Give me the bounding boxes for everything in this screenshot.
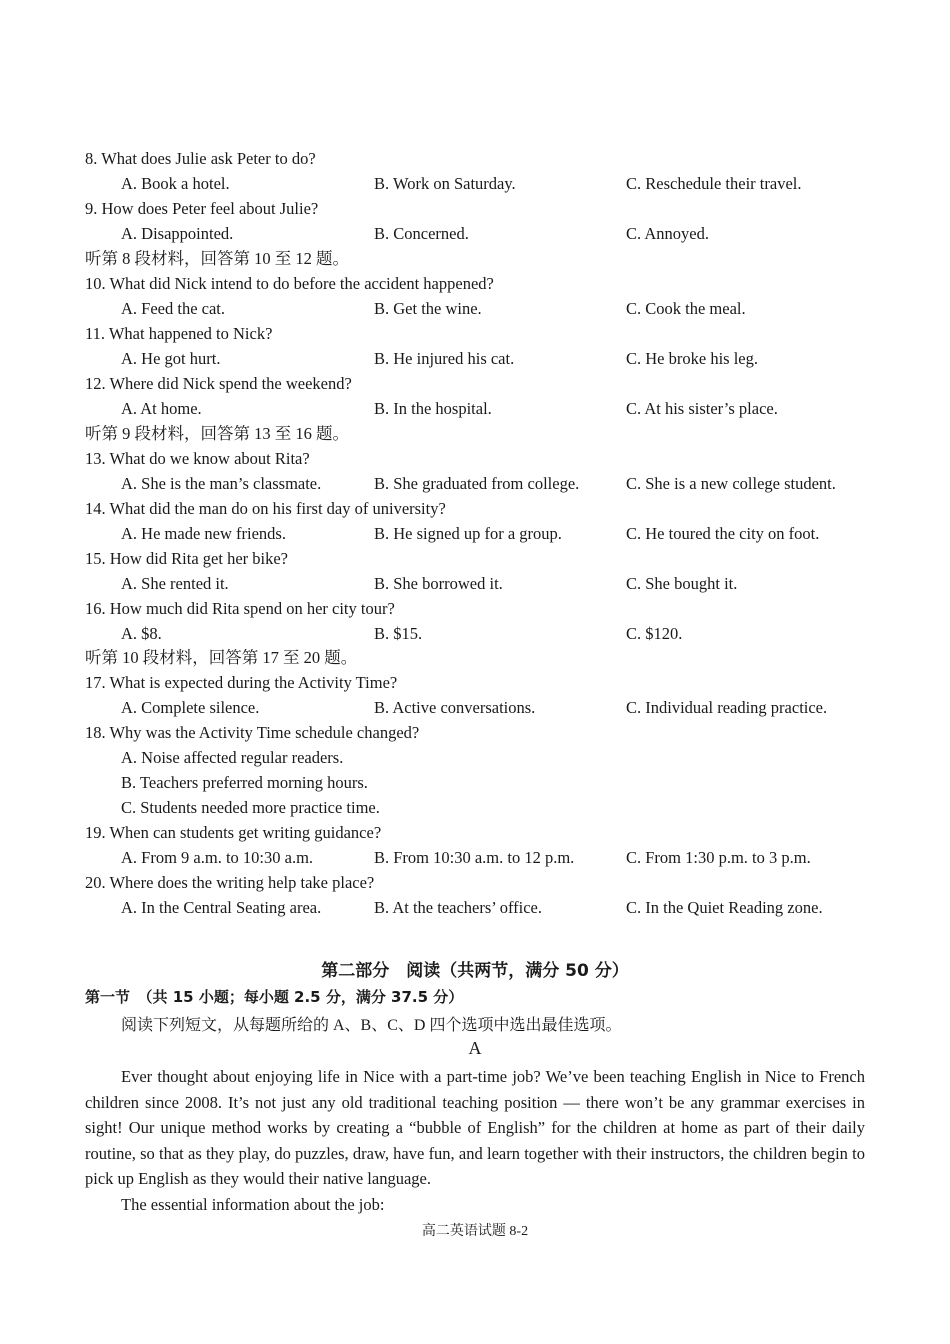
q20-option-a: A. In the Central Seating area.: [121, 898, 322, 917]
q10-option-c: C. Cook the meal.: [626, 299, 746, 318]
question-9: 9. How does Peter feel about Julie?: [85, 199, 319, 218]
q15-option-b: B. She borrowed it.: [374, 574, 503, 593]
q12-option-c: C. At his sister’s place.: [626, 399, 778, 418]
q8-option-c: C. Reschedule their travel.: [626, 174, 802, 193]
passage-a: [85, 1064, 865, 1218]
q10-option-b: B. Get the wine.: [374, 299, 482, 318]
page-footer: 高二英语试题 8-2: [421, 1224, 529, 1239]
question-20: 20. Where does the writing help take place?: [85, 873, 375, 892]
q17-option-c: C. Individual reading practice.: [626, 698, 828, 717]
q11-option-a: A. He got hurt.: [121, 349, 221, 368]
q12-option-a: A. At home.: [121, 399, 202, 418]
question-19: 19. When can students get writing guidance?: [85, 823, 382, 842]
question-11: 11. What happened to Nick?: [85, 324, 273, 343]
q19-option-b: B. From 10:30 a.m. to 12 p.m.: [374, 848, 575, 867]
passage-letter: A: [468, 1038, 482, 1058]
q20-option-c: C. In the Quiet Reading zone.: [626, 898, 823, 917]
passage-paragraph-1: Ever thought about enjoying life in Nice with a part-time job? We’ve been teaching English in Nice to French children since 2008. It’s not just any old traditional teaching position — there won’t be any grammar exercises in sight! Our unique method works by creating a “bubble of English” for the children at home as part of their daily routine, so that as they play, do puzzles, draw, have fun, and learn together with their instructors, the children begin to pick up English as they would their native language.: [85, 1067, 865, 1189]
instruction-section-10: 听第 10 段材料，回答第 17 至 20 题。: [85, 648, 358, 667]
q17-option-b: B. Active conversations.: [374, 698, 536, 717]
question-15: 15. How did Rita get her bike?: [85, 549, 288, 568]
q16-option-b: B. $15.: [374, 624, 423, 643]
q16-option-a: A. $8.: [121, 624, 162, 643]
q15-option-c: C. She bought it.: [626, 574, 738, 593]
q10-option-a: A. Feed the cat.: [121, 299, 226, 318]
question-8: 8. What does Julie ask Peter to do?: [85, 149, 316, 168]
q9-option-a: A. Disappointed.: [121, 224, 234, 243]
q16-option-c: C. $120.: [626, 624, 683, 643]
question-10: 10. What did Nick intend to do before the accident happened?: [85, 274, 494, 293]
question-12: 12. Where did Nick spend the weekend?: [85, 374, 352, 393]
q19-option-c: C. From 1:30 p.m. to 3 p.m.: [626, 848, 811, 867]
question-14: 14. What did the man do on his first day of university?: [85, 499, 446, 518]
reading-instruction: 阅读下列短文，从每题所给的 A、B、C、D 四个选项中选出最佳选项。: [121, 1017, 622, 1034]
question-16: 16. How much did Rita spend on her city tour?: [85, 599, 395, 618]
q19-option-a: A. From 9 a.m. to 10:30 a.m.: [121, 848, 314, 867]
q20-option-b: B. At the teachers’ office.: [374, 898, 542, 917]
q14-option-b: B. He signed up for a group.: [374, 524, 562, 543]
instruction-section-9: 听第 9 段材料，回答第 13 至 16 题。: [85, 424, 349, 443]
q8-option-a: A. Book a hotel.: [121, 174, 230, 193]
q18-option-c: C. Students needed more practice time.: [121, 798, 380, 817]
q9-option-c: C. Annoyed.: [626, 224, 709, 243]
passage-paragraph-2: The essential information about the job:: [121, 1194, 385, 1214]
question-17: 17. What is expected during the Activity Time?: [85, 673, 398, 692]
q17-option-a: A. Complete silence.: [121, 698, 260, 717]
question-18: 18. Why was the Activity Time schedule changed?: [85, 723, 420, 742]
q14-option-c: C. He toured the city on foot.: [626, 524, 820, 543]
q8-option-b: B. Work on Saturday.: [374, 174, 516, 193]
q13-option-c: C. She is a new college student.: [626, 474, 836, 493]
part2-title: 第二部分 阅读（共两节，满分 50 分）: [321, 961, 629, 981]
q14-option-a: A. He made new friends.: [121, 524, 286, 543]
question-13: 13. What do we know about Rita?: [85, 449, 310, 468]
instruction-section-8: 听第 8 段材料，回答第 10 至 12 题。: [85, 249, 349, 268]
section1-heading: 第一节 （共 15 小题；每小题 2.5 分，满分 37.5 分）: [85, 988, 464, 1006]
q13-option-a: A. She is the man’s classmate.: [121, 474, 322, 493]
q9-option-b: B. Concerned.: [374, 224, 469, 243]
q11-option-c: C. He broke his leg.: [626, 349, 758, 368]
q18-option-a: A. Noise affected regular readers.: [121, 748, 344, 767]
q13-option-b: B. She graduated from college.: [374, 474, 580, 493]
q12-option-b: B. In the hospital.: [374, 399, 492, 418]
q11-option-b: B. He injured his cat.: [374, 349, 515, 368]
q15-option-a: A. She rented it.: [121, 574, 229, 593]
q18-option-b: B. Teachers preferred morning hours.: [121, 773, 368, 792]
